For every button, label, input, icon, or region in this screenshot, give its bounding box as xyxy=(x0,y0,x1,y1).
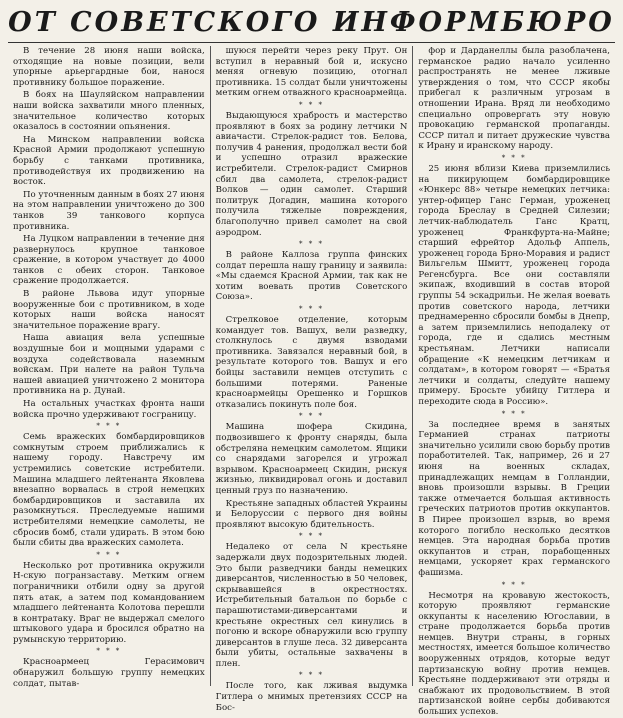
item-separator: * * * xyxy=(96,422,122,431)
article-paragraph: Крестьяне западных областей Украины и Белоруссии с первого дня войны проявляют высокую бдительность. xyxy=(215,498,408,530)
item-separator: * * * xyxy=(501,409,527,418)
article-paragraph: По уточненным данным в боях 27 июня на этом направлении уничтожено до 300 танков 39 танкового корпуса противника. xyxy=(13,189,205,232)
article-paragraph: Несмотря на кровавую жестокость, которую проявляют германские оккупанты к населению Югославии, в стране продолжается борьба против немцев. Внутри страны, в горных местностях, имеется большое количество вооруженных отрядов, которые ведут партизанскую войну против немцев. Крестьяне поддерживают эти отряды и снабжают их продовольствием. В этой партизанской войне сербы добиваются больших успехов. xyxy=(418,590,611,718)
article-paragraph: В боях на Шауляйском направлении наши войска захватили много пленных, значительное количество которых оказалось в состоянии опьянения. xyxy=(13,90,205,133)
article-paragraph: В районе Львова идут упорные вооруженные бои с противником, в ходе которых наши войска наносят значительное поражение врагу. xyxy=(13,289,205,331)
article-paragraph: 25 июня вблизи Киева приземлились на пикирующем бомбардировщике «Юнкерс 88» четыре немецких летчика: унтер-офицер Ганс Герман, уроженец города Бреслау в Средней Силезии; летчик-наблюдатель Ганс Кратц, уроженец Франкфурта-на-Майне; старший ефрейтор Адольф Аппель, уроженец города Брно-Моравия и радист Вильгельм Шмитт, уроженец города Регенсбурга. Все они составляли экипаж, входивший в состав второй группы 54 эскадрильи. Не желая воевать против советского народа, летчики преднамеренно сбросили бомбы в Днепр, а затем приземлились неподалеку от города, где и сдались местным крестьянам. Летчики написали обращение «К немецким летчикам и солдатам», в котором говорят — «Братья летчики и солдаты, следуйте нашему примеру. Бросьте убийцу Гитлера и переходите сюда в Россию». xyxy=(418,163,611,407)
item-separator: * * * xyxy=(501,580,527,589)
item-separator: * * * xyxy=(299,532,324,541)
article-paragraph: На Минском направлении войска Красной Армии продолжают успешную борьбу с танками противника, противодействуя их продвижению на восток. xyxy=(13,134,205,188)
article-paragraph: Наша авиация вела успешные воздушные бои и мощными ударами с воздуха содействовала наземным войскам. При налете на район Тульча нашей авиацией уничтожено 2 монитора противника на р. Дунай. xyxy=(13,333,205,397)
column-2 xyxy=(210,46,413,713)
article-paragraph: За последнее время в занятых Германией странах патриоты значительно усилили свою борьбу против поработителей. Так, например, 26 и 27 июня на военных складах, принадлежащих немцам в Голландии, вновь произошли взрывы. В Греции также отмечается большая активность греческих патриотов против оккупантов. В Пирее произошел взрыв, во время которого погибло несколько десятков немцев. Эта народная борьба против оккупантов и стран, порабощенных немцами, ускоряет крах германского фашизма. xyxy=(418,419,611,578)
item-separator: * * * xyxy=(96,550,122,559)
item-separator: * * * xyxy=(299,412,324,421)
page-headline: ОТ СОВЕТСКОГО ИНФОРМБЮРО xyxy=(8,7,615,38)
headline-rule xyxy=(8,42,615,43)
item-separator: * * * xyxy=(299,671,324,680)
article-paragraph: На Луцком направлении в течение дня развернулось крупное танковое сражение, в котором участвует до 4000 танков с обеих сторон. Танковое сражение продолжается. xyxy=(13,234,205,287)
column-3 xyxy=(412,46,615,718)
article-paragraph: Семь вражеских бомбардировщиков сомкнутым строем приближались к нашему городу. Навстречу им устремились советские истребители. Машина младшего лейтенанта Яковлева внезапно ворвалась в строй немецких бомбардировщиков и заставила их разомкнуться. Преследуемые нашими истребителями немецкие самолеты, не сбросив бомб, стали удирать. В этом бою были сбиты два вражеских самолета. xyxy=(13,432,205,549)
article-paragraph: Недалеко от села N крестьяне задержали двух подозрительных людей. Это были разведчики банды немецких диверсантов, численностью в 50 человек, скрывавшейся в окрестностях. Истребительный батальон по борьбе с парашютистами-диверсантами и крестьяне окрестных сел кинулись в погоню и вскоре обнаружили всю группу диверсантов в глуше леса. 32 диверсанта были убиты, остальные захвачены в плен. xyxy=(215,542,408,669)
article-paragraph: Машина шофера Скидина, подвозившего к фронту снаряды, была обстреляна немецким самолетом. Ящики со снарядами загорелся и угрожал взрывом. Красноармеец Скидин, рискуя жизнью, ликвидировал огонь и доставил ценный груз по назначению. xyxy=(215,422,408,496)
item-separator: * * * xyxy=(299,240,324,249)
article-paragraph: Несколько рот противника окружили Н-скую погранзаставу. Метким огнем пограничники отбили одну за другой пять атак, а затем под командованием младшего лейтенанта Колотова перешли в контратаку. Враг не выдержал смелого штыкового удара и бросился обратно на румынскую территорию. xyxy=(13,560,205,645)
column-1 xyxy=(8,46,210,689)
item-separator: * * * xyxy=(96,647,122,656)
article-paragraph: Стрелковое отделение, которым командует тов. Вашух, вели разведку, столкнулось с двумя взводами противника. Завязался неравный бой, в результате которого тов. Вашух и его бойцы заставили немцев отступить с большими потерями. Раненые красноармейцы Орешенко и Горшков отказались покинуть поле боя. xyxy=(215,315,408,410)
article-paragraph: После того, как лживая выдумка Гитлера о мнимых претензиях СССР на Бос- xyxy=(215,681,408,713)
article-paragraph: шуюся перейти через реку Прут. Он вступил в неравный бой и, искусно меняя огневую позицию, отогнал противника. 15 солдат были уничтожены метким огнем отважного красноармейца. xyxy=(215,46,408,99)
article-paragraph: На остальных участках фронта наши войска прочно удерживают госграницу. xyxy=(13,399,205,420)
item-separator: * * * xyxy=(501,153,527,162)
item-separator: * * * xyxy=(299,305,324,314)
article-columns xyxy=(8,46,615,718)
article-paragraph: Выдающуюся храбрость и мастерство проявляют в боях за родину летчики N авиачасти. Стрелок-радист тов. Белова, получив 4 ранения, продолжал вести бой и успешно отразил вражеские истребители. Стрелок-радист Смирнов сбил два самолета, стрелок-радист Волков — один самолет. Старший политрук Догадин, машина которого получила тяжелые повреждения, благополучно привел самолет на свой аэродром. xyxy=(215,110,408,238)
article-paragraph: В районе Каллоза группа финских солдат перешла нашу границу и заявила: «Мы сдаемся Красной Армии, так как не хотим воевать против Советского Союза». xyxy=(215,250,408,303)
item-separator: * * * xyxy=(299,100,324,109)
article-paragraph: Красноармеец Герасимович обнаружил большую группу немецких солдат, пытав- xyxy=(13,657,205,689)
article-paragraph: В течение 28 июня наши войска, отходящие на новые позиции, вели упорные арьергардные бои, нанося противнику большое поражение. xyxy=(13,46,205,88)
article-paragraph: фор и Дарданеллы была разоблачена, германское радио начало усиленно распространять не менее лживые утверждения о том, что СССР якобы прибегал к различным угрозам в отношении Ирана. Вряд ли необходимо специально опровергать эту новую провокацию германской пропаганды. СССР питал и питает дружеские чувства к Ирану и иранскому народу. xyxy=(418,46,611,152)
